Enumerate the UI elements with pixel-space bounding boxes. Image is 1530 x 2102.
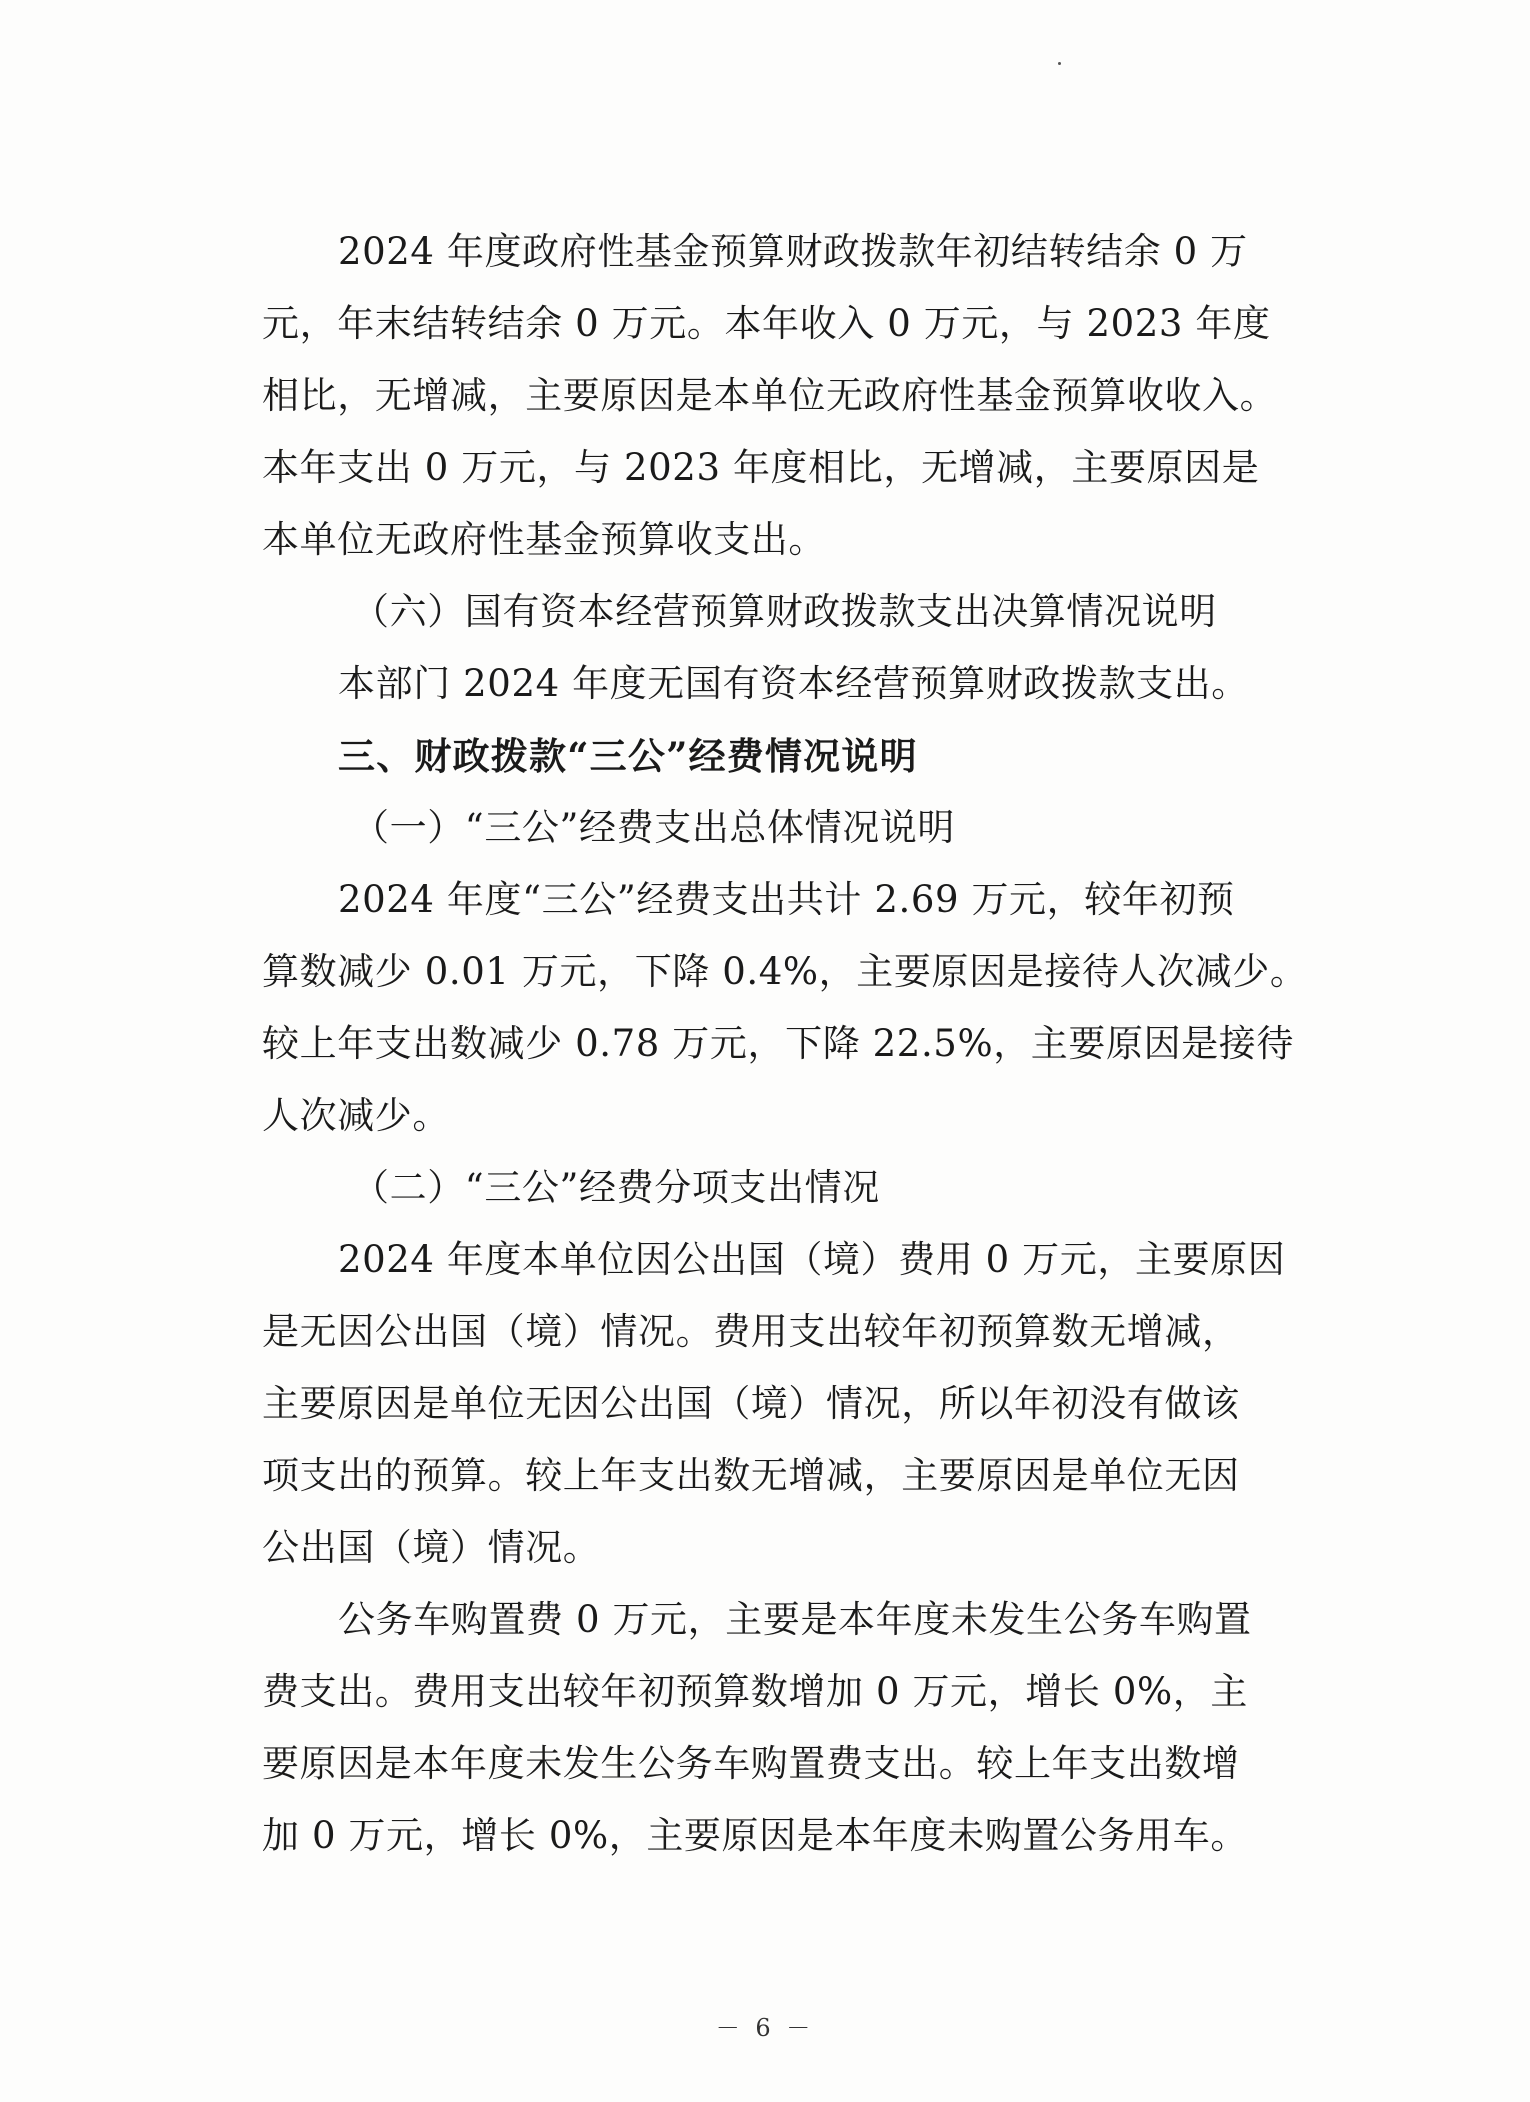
section-3-title: 三、财政拨款“三公”经费情况说明 [338, 734, 918, 778]
abroad-paragraph-line-3: 主要原因是单位无因公出国（境）情况，所以年初没有做该 [262, 1382, 1240, 1425]
section-6-body: 本部门 2024 年度无国有资本经营预算财政拨款支出。 [338, 662, 1249, 705]
total-paragraph-line-1: 2024 年度“三公”经费支出共计 2.69 万元，较年初预 [338, 878, 1235, 921]
abroad-paragraph-line-2: 是无因公出国（境）情况。费用支出较年初预算数无增减， [262, 1310, 1240, 1353]
scan-speck [1058, 62, 1061, 65]
sub-1-title: （一）“三公”经费支出总体情况说明 [352, 806, 956, 849]
vehicle-paragraph-line-4: 加 0 万元，增长 0%，主要原因是本年度未购置公务用车。 [262, 1814, 1248, 1857]
vehicle-paragraph-line-2: 费支出。费用支出较年初预算数增加 0 万元，增长 0%，主 [262, 1670, 1248, 1713]
vehicle-paragraph-line-1: 公务车购置费 0 万元，主要是本年度未发生公务车购置 [338, 1598, 1252, 1641]
page-number: － 6 － [715, 2014, 815, 2042]
total-paragraph-line-4: 人次减少。 [262, 1094, 450, 1137]
gov-fund-paragraph-line-5: 本单位无政府性基金预算收支出。 [262, 518, 826, 561]
total-paragraph-line-2: 算数减少 0.01 万元，下降 0.4%，主要原因是接待人次减少。 [262, 950, 1308, 993]
section-6-title: （六）国有资本经营预算财政拨款支出决算情况说明 [352, 590, 1217, 633]
gov-fund-paragraph-line-2: 元，年末结转结余 0 万元。本年收入 0 万元，与 2023 年度 [262, 302, 1271, 345]
total-paragraph-line-3: 较上年支出数减少 0.78 万元，下降 22.5%，主要原因是接待 [262, 1022, 1295, 1065]
sub-2-title: （二）“三公”经费分项支出情况 [352, 1166, 880, 1209]
gov-fund-paragraph-line-4: 本年支出 0 万元，与 2023 年度相比，无增减，主要原因是 [262, 446, 1260, 489]
abroad-paragraph-line-4: 项支出的预算。较上年支出数无增减，主要原因是单位无因 [262, 1454, 1240, 1497]
gov-fund-paragraph-line-3: 相比，无增减，主要原因是本单位无政府性基金预算收收入。 [262, 374, 1278, 417]
gov-fund-paragraph-line-1: 2024 年度政府性基金预算财政拨款年初结转结余 0 万 [338, 230, 1248, 273]
vehicle-paragraph-line-3: 要原因是本年度未发生公务车购置费支出。较上年支出数增 [262, 1742, 1240, 1785]
abroad-paragraph-line-5: 公出国（境）情况。 [262, 1526, 601, 1569]
abroad-paragraph-line-1: 2024 年度本单位因公出国（境）费用 0 万元，主要原因 [338, 1238, 1286, 1281]
